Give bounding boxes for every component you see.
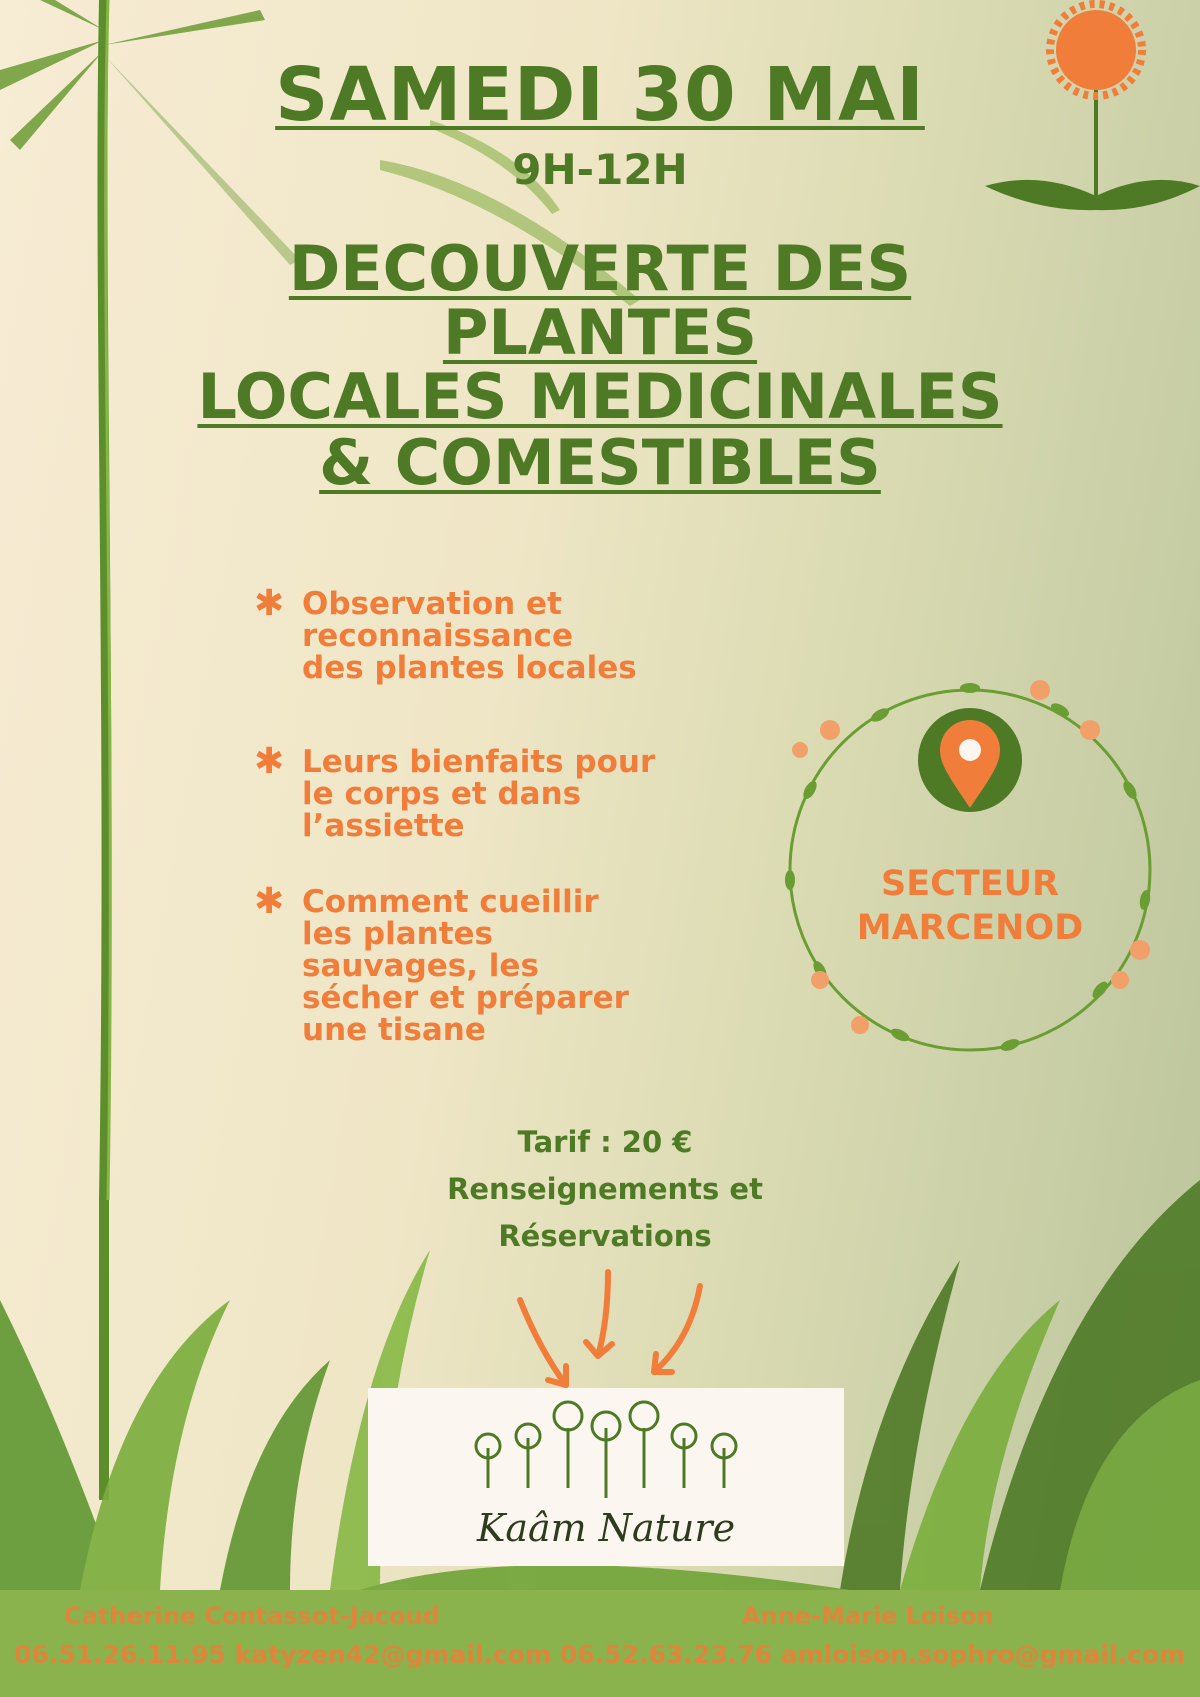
location-line: SECTEUR — [881, 864, 1059, 904]
kaam-nature-logo — [368, 1388, 844, 1566]
location-label — [820, 862, 1120, 950]
feature-text-line: des plantes locales — [302, 650, 637, 686]
feature-text-line: Leurs bienfaits pour — [302, 744, 656, 780]
feature-text-line: Comment cueillir — [302, 884, 599, 920]
asterisk-icon: ✱ — [254, 881, 285, 922]
event-time: 9H-12H — [512, 145, 688, 194]
event-date: SAMEDI 30 MAI — [275, 52, 925, 138]
contact-email[interactable]: amloison.sophro@gmail.com — [780, 1640, 1186, 1669]
contact-name: Catherine Contassot-Jacoud — [64, 1602, 440, 1630]
contact-phone[interactable]: 06.51.26.11.95 — [14, 1640, 226, 1669]
asterisk-icon: ✱ — [254, 583, 285, 624]
headline-line-3: LOCALES MEDICINALES — [197, 360, 1003, 433]
info-line: Réservations — [498, 1219, 712, 1253]
flower-bouquet-icon — [368, 1388, 844, 1508]
headline-line-1: DECOUVERTE DES — [288, 232, 912, 305]
feature-text-line: sécher et préparer — [302, 980, 629, 1016]
info-line: Renseignements et — [447, 1172, 763, 1206]
headline-line-4: & COMESTIBLES — [319, 426, 881, 499]
headline-line-2: PLANTES — [442, 296, 758, 369]
contact-info — [560, 1640, 1185, 1669]
contact-phone[interactable]: 06.52.63.23.76 — [560, 1640, 772, 1669]
contact-info — [14, 1640, 551, 1669]
feature-text-line: Observation et — [302, 586, 562, 622]
contact-email[interactable]: katyzen42@gmail.com — [234, 1640, 552, 1669]
contact-name: Anne-Marie Loison — [742, 1602, 994, 1630]
location-line: MARCENOD — [856, 908, 1084, 948]
feature-text-line: une tisane — [302, 1012, 486, 1048]
feature-text-line: les plantes — [302, 916, 493, 952]
price-label: Tarif : 20 € — [517, 1125, 693, 1159]
feature-text-line: sauvages, les — [302, 948, 539, 984]
feature-text-line: reconnaissance — [302, 618, 573, 654]
asterisk-icon: ✱ — [254, 741, 285, 782]
feature-text-line: l’assiette — [302, 808, 465, 844]
logo-text: Kaâm Nature — [476, 1506, 736, 1550]
feature-text-line: le corps et dans — [302, 776, 582, 812]
